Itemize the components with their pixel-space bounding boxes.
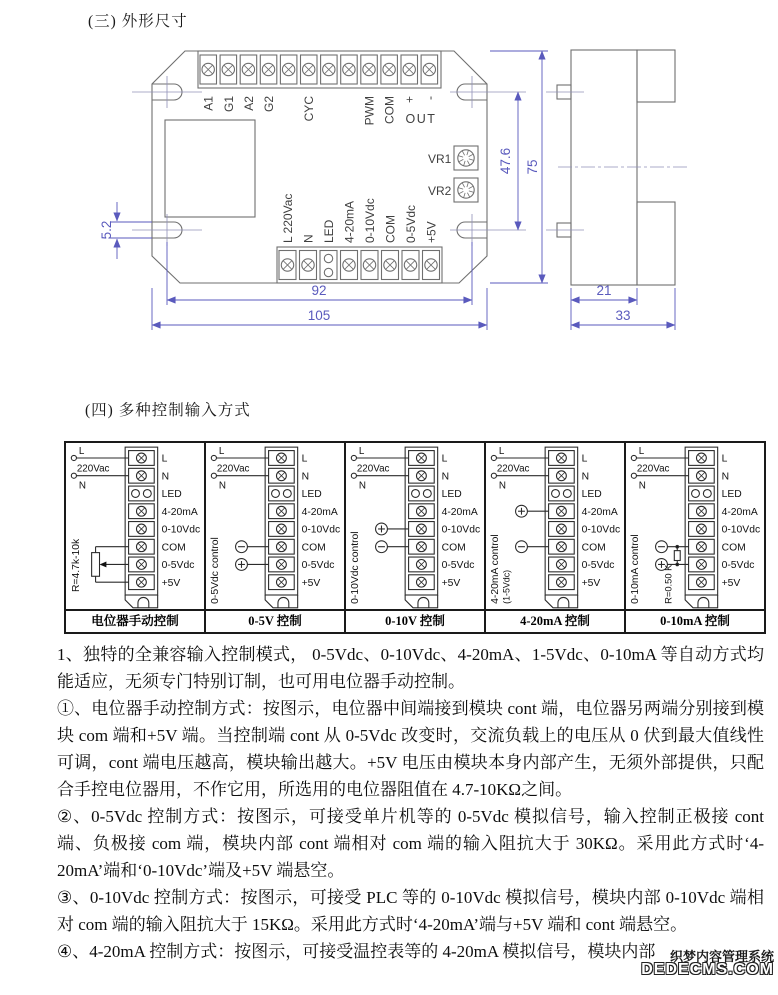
watermark <box>641 950 774 978</box>
bottom-terminal-strip <box>279 251 440 280</box>
control-diagram-cell-3 <box>346 443 486 632</box>
terminal-label: COM <box>301 542 326 554</box>
terminal-label: - <box>422 96 437 100</box>
terminal-label: 4-20mA <box>301 506 338 518</box>
control-diagram-cell-2 <box>206 443 346 632</box>
vr-trimmer-knobs <box>458 150 474 198</box>
control-mode-side-label: 0-10mA control <box>629 534 641 604</box>
terminal-label: + <box>402 96 417 104</box>
terminal-label: 4-20mA <box>721 506 758 518</box>
control-diagram-figure-4 <box>486 443 624 609</box>
terminal-label: L 220Vac <box>281 193 295 243</box>
section-outline-dimensions-heading: (三) 外形尺寸 <box>88 13 188 30</box>
ac-supply-label: 220Vac <box>496 463 530 475</box>
terminal-label: 0-5Vdc <box>301 560 335 572</box>
terminal-label: 4-20mA <box>342 200 357 243</box>
ac-live-label: L <box>78 446 85 458</box>
terminal-label: CYC <box>302 96 317 122</box>
ac-live-label: L <box>218 446 225 458</box>
body-paragraph-1: 1、独特的全兼容输入控制模式， 0-5Vdc、0-10Vdc、4-20mA、1-5Vdc、0-10mA 等自动方式均能适应，无须专门特别订制，也可用电位器手动控制。 <box>57 645 764 691</box>
terminal-label: G1 <box>221 96 236 113</box>
terminal-labels <box>202 96 452 243</box>
body-paragraph-3: ②、0-5Vdc 控制方式：按图示，可接受单片机等的 0-5Vdc 模拟信号，输入控制正极接 cont 端、负极接 com 端，模块内部 cont 端相对 com 端的输入阻抗大于 30KΩ。采用此方式时‘4-20mA’端和‘0-10Vdc’端及+5V 端悬空。 <box>57 807 764 880</box>
terminal-label: +5V <box>721 577 741 589</box>
minus-terminal-icon <box>236 541 248 553</box>
terminal-label: N <box>721 471 730 483</box>
terminal-label: COM <box>581 542 606 554</box>
terminal-label: A2 <box>241 96 256 111</box>
terminal-label: LED <box>161 489 182 501</box>
terminal-label: 0-5Vdc <box>441 560 475 572</box>
control-diagram-figure-3 <box>346 443 484 609</box>
shunt-resistor-label: R=0.50 K <box>663 564 674 604</box>
terminal-label: L <box>301 453 308 465</box>
diagram-caption: 电位器手动控制 <box>66 609 204 632</box>
terminal-label: PWM <box>362 96 377 126</box>
terminal-label: +5V <box>441 577 461 589</box>
dim-inner-width: 92 <box>311 283 327 298</box>
control-diagram-cell-1 <box>66 443 206 632</box>
terminal-label: 0-10Vdc <box>581 524 621 536</box>
ac-neutral-label: N <box>78 480 86 492</box>
dim-outer-height: 75 <box>525 159 540 175</box>
control-mode-side-label: 0-5Vdc control <box>209 537 221 604</box>
terminal-label: +5V <box>161 577 181 589</box>
terminal-label: LED <box>581 489 602 501</box>
dim-slot-height: 5.2 <box>99 220 114 240</box>
section-control-inputs-heading: (四) 多种控制输入方式 <box>85 402 251 419</box>
terminal-label: 0-5Vdc <box>404 204 418 243</box>
control-diagram-figure-5 <box>626 443 764 609</box>
terminal-label: LED <box>301 489 322 501</box>
terminal-label: 0-5Vdc <box>161 560 195 572</box>
dim-outer-width: 105 <box>307 308 331 323</box>
diagram-caption: 0-10mA 控制 <box>626 609 764 632</box>
terminal-label: 0-10Vdc <box>161 524 201 536</box>
ac-live-label: L <box>358 446 365 458</box>
terminal-label: 4-20mA <box>441 506 478 518</box>
ac-live-label: L <box>498 446 505 458</box>
ac-neutral-label: N <box>498 480 506 492</box>
terminal-label: LED <box>721 489 742 501</box>
terminal-label: COM <box>382 96 397 124</box>
body-paragraph-4: ③、0-10Vdc 控制方式：按图示，可接受 PLC 等的 0-10Vdc 模拟信号，模块内部 0-10Vdc 端相对 com 端的输入阻抗大于 15KΩ。采用此方式时‘4-20mA’端与+5V 端和 cont 端悬空。 <box>57 888 764 934</box>
terminal-label: 4-20mA <box>161 506 198 518</box>
minus-terminal-icon <box>376 541 388 553</box>
terminal-label: L <box>161 453 168 465</box>
control-diagrams-table <box>64 441 766 634</box>
minus-terminal-icon <box>516 541 528 553</box>
terminal-label: COM <box>441 542 466 554</box>
vr2-label: VR2 <box>428 184 452 198</box>
watermark-cms-domain: DEDECMS.COM <box>641 960 774 978</box>
ac-neutral-label: N <box>358 480 366 492</box>
watermark-cms-name: 织梦内容管理系统 <box>669 949 774 964</box>
terminal-label: N <box>581 471 590 483</box>
terminal-label: 0-10Vdc <box>721 524 761 536</box>
ac-live-label: L <box>638 446 645 458</box>
plus-terminal-icon <box>236 559 248 571</box>
ac-supply-label: 220Vac <box>216 463 250 475</box>
control-diagram-cell-4 <box>486 443 626 632</box>
terminal-label: +5V <box>424 221 439 243</box>
terminal-label: L <box>581 453 588 465</box>
plus-terminal-icon <box>376 523 388 535</box>
control-mode-side-label-2: (1-5Vdc) <box>501 569 512 604</box>
side-view <box>557 50 675 285</box>
terminal-label: LED <box>441 489 462 501</box>
control-mode-side-label: R=4.7k-10k <box>70 538 82 593</box>
terminal-label: 0-10Vdc <box>441 524 481 536</box>
vr1-label: VR1 <box>428 152 452 166</box>
terminal-label: 0-5Vdc <box>581 560 615 572</box>
diagram-caption: 0-5V 控制 <box>206 609 344 632</box>
terminal-label: L <box>721 453 728 465</box>
terminal-label: COM <box>161 542 186 554</box>
terminal-label: N <box>301 234 316 243</box>
terminal-label: COM <box>383 215 398 243</box>
terminal-label: 4-20mA <box>581 506 618 518</box>
control-diagram-figure-1 <box>66 443 204 609</box>
control-diagram-cell-5 <box>626 443 764 632</box>
dim-side-inner-width: 21 <box>596 283 612 298</box>
out-label: OUT <box>405 112 437 126</box>
outline-dimension-drawing <box>60 42 720 352</box>
ac-neutral-label: N <box>218 480 226 492</box>
terminal-label: N <box>301 471 310 483</box>
ac-supply-label: 220Vac <box>76 463 110 475</box>
ac-supply-label: 220Vac <box>356 463 390 475</box>
body-paragraph-5: ④、4-20mA 控制方式：按图示，可接受温控表等的 4-20mA 模拟信号，模块内部 <box>57 942 656 961</box>
body-paragraph-2: ①、电位器手动控制方式：按图示，电位器中间端接到模块 cont 端，电位器另两端分别接到模块 com 端和+5V 端。当控制端 cont 从 0-5Vdc 改变时，交流负载上的电压从 0 伏到最大值线性可调，cont 端电压越高，模块输出越大。+5V 电压由模块本身内部产生，无须外部提供，只配合手控电位器用，不作它用，所选用的电位器阻值在 4.7-10KΩ之间。 <box>57 699 764 799</box>
minus-terminal-icon <box>656 541 668 553</box>
dim-side-outer-width: 33 <box>615 308 631 323</box>
terminal-label: G2 <box>262 96 276 113</box>
plus-terminal-icon <box>516 505 528 517</box>
terminal-label: +5V <box>581 577 601 589</box>
diagram-caption: 4-20mA 控制 <box>486 609 624 632</box>
body-text <box>57 641 764 965</box>
diagram-caption: 0-10V 控制 <box>346 609 484 632</box>
potentiometer-wiper-arrow <box>100 561 107 567</box>
ac-supply-label: 220Vac <box>636 463 670 475</box>
terminal-label: 0-10Vdc <box>301 524 341 536</box>
terminal-label: N <box>441 471 450 483</box>
top-terminal-strip <box>200 55 438 84</box>
terminal-label: +5V <box>301 577 321 589</box>
front-view <box>152 51 487 283</box>
control-mode-side-label: 0-10Vdc control <box>349 531 361 604</box>
terminal-label: L <box>441 453 448 465</box>
terminal-label: 0-5Vdc <box>721 560 755 572</box>
terminal-label: COM <box>721 542 746 554</box>
terminal-label: N <box>161 471 170 483</box>
control-mode-side-label: 4-20mA control <box>489 534 501 604</box>
ac-neutral-label: N <box>638 480 646 492</box>
terminal-label: LED <box>322 219 336 243</box>
terminal-label: 0-10Vdc <box>363 198 377 243</box>
terminal-label: A1 <box>201 96 216 111</box>
dimension-lines <box>110 51 675 330</box>
dim-inner-height: 47.6 <box>498 147 513 175</box>
control-diagram-figure-2 <box>206 443 344 609</box>
